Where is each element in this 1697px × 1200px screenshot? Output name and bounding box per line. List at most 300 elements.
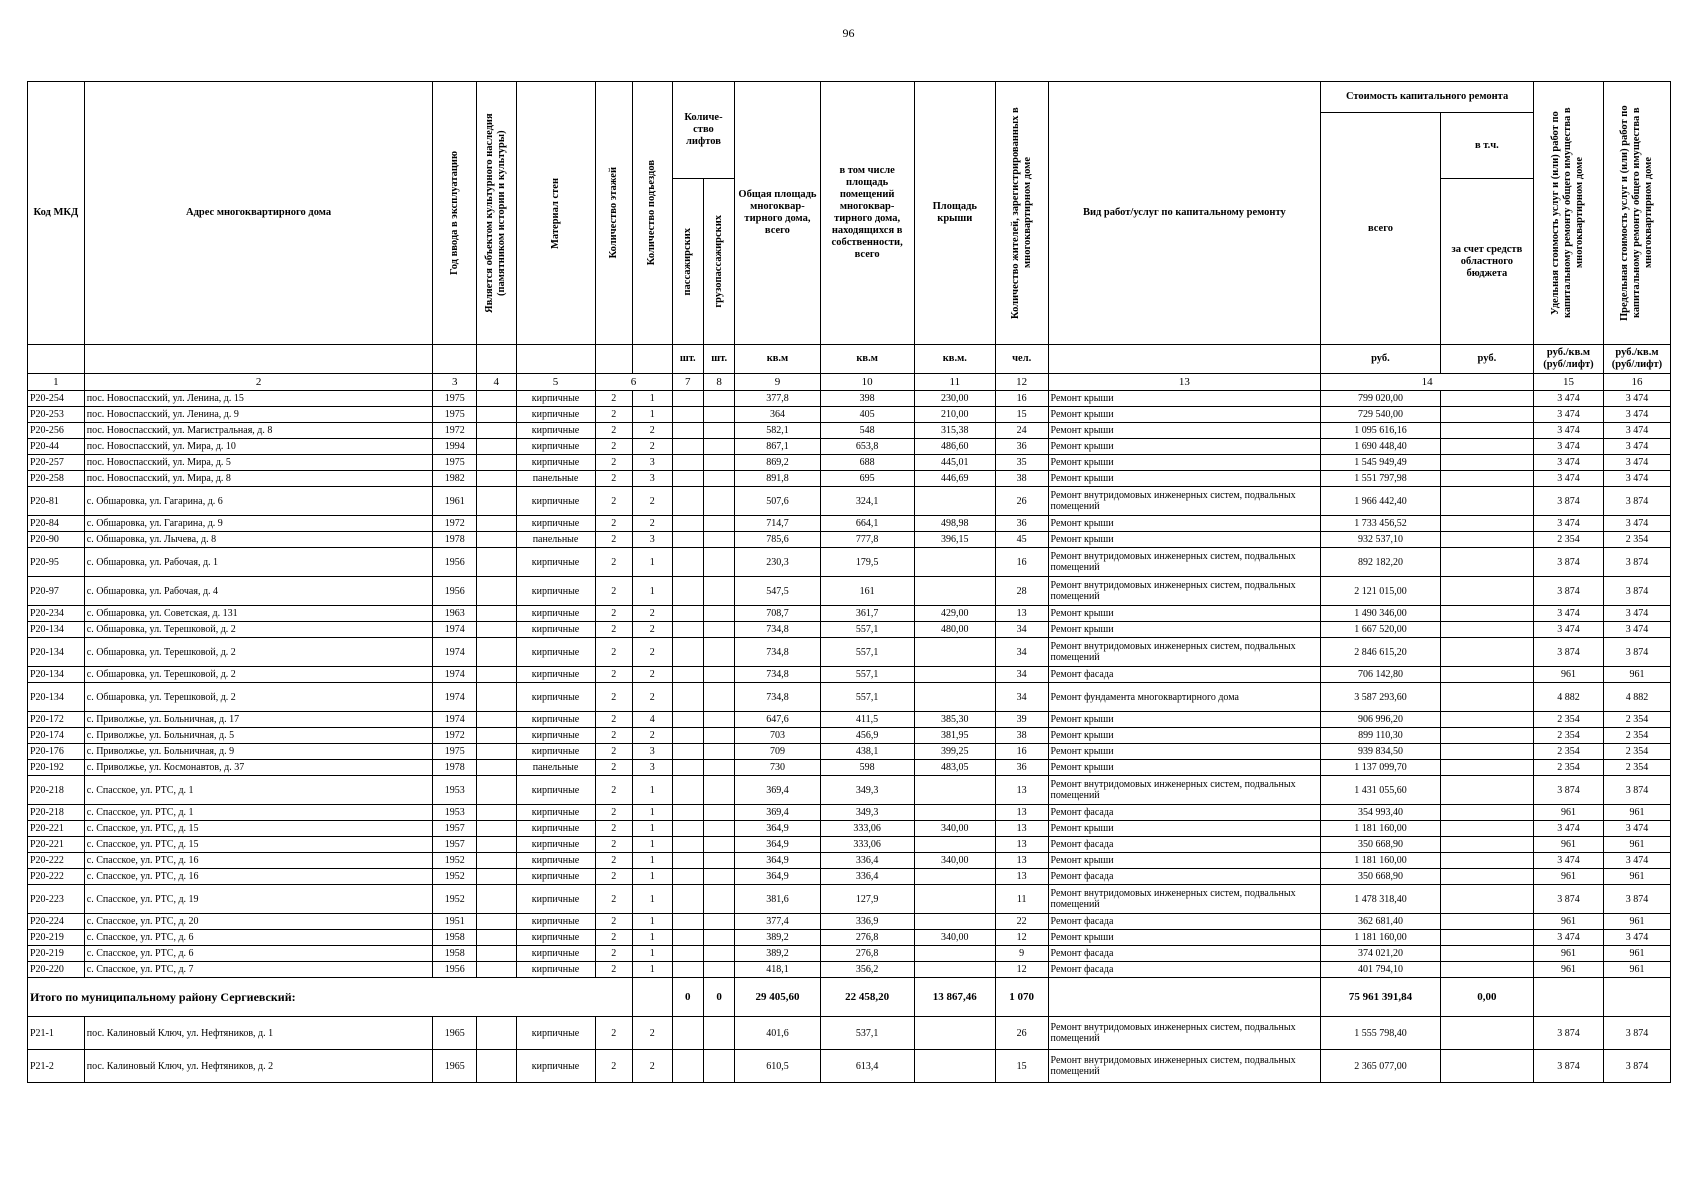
row-heritage [476,885,516,914]
row-heritage [476,728,516,744]
row-code: Р20-254 [28,391,85,407]
row-residents: 13 [995,805,1048,821]
row-heritage [476,821,516,837]
row-roof-area: 486,60 [914,439,995,455]
row-entrances: 2 [633,423,673,439]
unit-cell: кв.м [820,345,914,374]
row-cost-total: 1 431 055,60 [1321,776,1441,805]
row-lifts-pass [672,1017,703,1050]
row-code: Р20-253 [28,407,85,423]
data-rows-next-district [28,1017,1671,1083]
column-number: 6 [595,374,672,391]
row-residents: 15 [995,1050,1048,1083]
table-row [28,914,1671,930]
row-cost-regional [1440,712,1533,728]
table-row [28,622,1671,638]
column-number: 8 [703,374,734,391]
row-code: Р20-95 [28,548,85,577]
row-limit-cost: 3 474 [1603,439,1670,455]
row-wall-material: кирпичные [516,487,595,516]
header-cost-group: Стоимость капитального ремонта [1321,82,1534,113]
row-limit-cost: 3 874 [1603,548,1670,577]
row-area-total: 389,2 [735,930,820,946]
column-number: 9 [735,374,820,391]
row-work-type: Ремонт крыши [1048,744,1321,760]
row-residents: 34 [995,683,1048,712]
row-cost-total: 906 996,20 [1321,712,1441,728]
row-cost-total: 892 182,20 [1321,548,1441,577]
row-unit-cost: 2 354 [1534,760,1604,776]
row-lifts-pass [672,638,703,667]
row-area-owned: 688 [820,455,914,471]
header-cost-total: всего [1321,113,1441,345]
row-code: Р20-218 [28,805,85,821]
row-area-total: 582,1 [735,423,820,439]
row-roof-area [914,914,995,930]
row-area-owned: 336,4 [820,853,914,869]
row-roof-area: 498,98 [914,516,995,532]
row-unit-cost: 2 354 [1534,532,1604,548]
row-code: Р20-221 [28,837,85,853]
row-area-total: 647,6 [735,712,820,728]
total-owned: 22 458,20 [820,978,914,1017]
row-wall-material: кирпичные [516,776,595,805]
row-heritage [476,407,516,423]
row-residents: 9 [995,946,1048,962]
header-address: Адрес многоквартирного дома [84,82,433,345]
row-roof-area: 480,00 [914,622,995,638]
row-year: 1952 [433,885,477,914]
row-cost-total: 1 555 798,40 [1321,1017,1441,1050]
row-address: с. Приволжье, ул. Больничная, д. 5 [84,728,433,744]
row-address: с. Обшаровка, ул. Терешковой, д. 2 [84,683,433,712]
row-area-total: 369,4 [735,805,820,821]
total-lifts-cargo: 0 [703,978,734,1017]
row-lifts-cargo [703,712,734,728]
row-lifts-cargo [703,837,734,853]
row-year: 1952 [433,869,477,885]
row-wall-material: кирпичные [516,914,595,930]
header-area-total: Общая площадь многоквар-тирного дома, всего [735,82,820,345]
row-residents: 28 [995,577,1048,606]
column-number: 13 [1048,374,1321,391]
row-cost-regional [1440,1050,1533,1083]
row-floors: 2 [595,487,633,516]
row-unit-cost: 961 [1534,805,1604,821]
row-area-total: 703 [735,728,820,744]
table-row [28,471,1671,487]
row-unit-cost: 3 474 [1534,407,1604,423]
row-lifts-pass [672,683,703,712]
column-number: 12 [995,374,1048,391]
row-work-type: Ремонт фасада [1048,946,1321,962]
row-lifts-cargo [703,606,734,622]
column-number: 7 [672,374,703,391]
row-year: 1972 [433,516,477,532]
row-cost-regional [1440,760,1533,776]
row-work-type: Ремонт крыши [1048,516,1321,532]
row-roof-area: 446,69 [914,471,995,487]
row-area-owned: 356,2 [820,962,914,978]
row-work-type: Ремонт крыши [1048,423,1321,439]
row-cost-regional [1440,805,1533,821]
row-work-type: Ремонт фундамента многоквартирного дома [1048,683,1321,712]
row-area-owned: 456,9 [820,728,914,744]
row-lifts-pass [672,712,703,728]
row-year: 1952 [433,853,477,869]
row-address: пос. Новоспасский, ул. Ленина, д. 9 [84,407,433,423]
row-cost-total: 3 587 293,60 [1321,683,1441,712]
row-limit-cost: 3 474 [1603,821,1670,837]
row-lifts-pass [672,837,703,853]
row-address: с. Обшаровка, ул. Гагарина, д. 9 [84,516,433,532]
row-residents: 26 [995,1017,1048,1050]
row-unit-cost: 3 474 [1534,622,1604,638]
row-limit-cost: 3 874 [1603,885,1670,914]
row-lifts-cargo [703,471,734,487]
header-cost-incl: в т.ч. [1440,113,1533,179]
row-code: Р20-218 [28,776,85,805]
row-floors: 2 [595,885,633,914]
row-unit-cost: 961 [1534,869,1604,885]
row-work-type: Ремонт крыши [1048,712,1321,728]
row-cost-regional [1440,667,1533,683]
unit-cell: чел. [995,345,1048,374]
header-lifts: Количе-ство лифтов [672,82,735,179]
units-row [28,345,1671,374]
row-cost-regional [1440,516,1533,532]
row-code: Р20-222 [28,869,85,885]
row-heritage [476,869,516,885]
row-year: 1961 [433,487,477,516]
row-year: 1965 [433,1050,477,1083]
row-cost-total: 354 993,40 [1321,805,1441,821]
row-roof-area: 385,30 [914,712,995,728]
row-residents: 13 [995,869,1048,885]
row-address: с. Обшаровка, ул. Терешковой, д. 2 [84,638,433,667]
row-limit-cost: 3 474 [1603,455,1670,471]
row-limit-cost: 961 [1603,805,1670,821]
unit-cell: руб./кв.м (руб/лифт) [1534,345,1604,374]
row-limit-cost: 3 474 [1603,930,1670,946]
header-limit-cost: Предельная стоимость услуг и (или) работ по капитальному ремонту общего имущества в многоквартирном доме [1618,105,1654,321]
row-entrances: 2 [633,439,673,455]
row-area-total: 610,5 [735,1050,820,1083]
table-row [28,885,1671,914]
row-wall-material: кирпичные [516,391,595,407]
row-cost-regional [1440,728,1533,744]
row-floors: 2 [595,1017,633,1050]
row-wall-material: кирпичные [516,638,595,667]
row-floors: 2 [595,869,633,885]
row-area-total: 734,8 [735,638,820,667]
row-heritage [476,532,516,548]
row-unit-cost: 961 [1534,962,1604,978]
row-residents: 15 [995,407,1048,423]
row-cost-regional [1440,638,1533,667]
column-number: 1 [28,374,85,391]
row-floors: 2 [595,606,633,622]
row-year: 1975 [433,455,477,471]
row-roof-area [914,869,995,885]
column-number: 3 [433,374,477,391]
row-heritage [476,1050,516,1083]
header-roof-area: Площадь крыши [914,82,995,345]
row-code: Р20-97 [28,577,85,606]
row-cost-total: 1 137 099,70 [1321,760,1441,776]
row-floors: 2 [595,638,633,667]
row-cost-total: 1 490 346,00 [1321,606,1441,622]
row-lifts-cargo [703,853,734,869]
row-wall-material: кирпичные [516,962,595,978]
row-heritage [476,683,516,712]
row-residents: 38 [995,471,1048,487]
row-year: 1975 [433,391,477,407]
row-residents: 16 [995,744,1048,760]
row-limit-cost: 3 874 [1603,487,1670,516]
row-lifts-pass [672,407,703,423]
row-wall-material: кирпичные [516,853,595,869]
row-work-type: Ремонт крыши [1048,455,1321,471]
row-code: Р20-221 [28,821,85,837]
row-cost-regional [1440,914,1533,930]
table-row [28,1017,1671,1050]
row-lifts-pass [672,805,703,821]
row-entrances: 1 [633,869,673,885]
row-area-total: 364,9 [735,821,820,837]
table-row [28,423,1671,439]
table-row [28,869,1671,885]
row-limit-cost: 961 [1603,946,1670,962]
row-area-total: 867,1 [735,439,820,455]
row-cost-regional [1440,407,1533,423]
table-row [28,548,1671,577]
row-entrances: 1 [633,853,673,869]
row-year: 1974 [433,638,477,667]
row-lifts-pass [672,391,703,407]
row-lifts-pass [672,760,703,776]
row-roof-area [914,962,995,978]
row-area-total: 708,7 [735,606,820,622]
row-area-owned: 324,1 [820,487,914,516]
row-year: 1972 [433,728,477,744]
row-cost-total: 350 668,90 [1321,869,1441,885]
row-limit-cost: 3 474 [1603,471,1670,487]
row-area-owned: 333,06 [820,837,914,853]
row-lifts-cargo [703,548,734,577]
row-code: Р20-174 [28,728,85,744]
row-unit-cost: 2 354 [1534,712,1604,728]
row-residents: 35 [995,455,1048,471]
row-code: Р20-220 [28,962,85,978]
row-lifts-cargo [703,516,734,532]
row-cost-regional [1440,821,1533,837]
table-body [28,345,1671,391]
row-work-type: Ремонт крыши [1048,606,1321,622]
row-area-owned: 161 [820,577,914,606]
row-address: с. Приволжье, ул. Больничная, д. 17 [84,712,433,728]
row-address: с. Спасское, ул. РТС, д. 15 [84,837,433,853]
row-floors: 2 [595,821,633,837]
row-wall-material: кирпичные [516,821,595,837]
row-cost-regional [1440,885,1533,914]
row-code: Р20-257 [28,455,85,471]
row-entrances: 3 [633,471,673,487]
column-number: 14 [1321,374,1534,391]
row-unit-cost: 3 474 [1534,471,1604,487]
row-entrances: 2 [633,728,673,744]
row-lifts-pass [672,946,703,962]
header-year: Год ввода в эксплуатацию [448,150,460,276]
row-lifts-cargo [703,577,734,606]
row-lifts-cargo [703,487,734,516]
row-entrances: 2 [633,1050,673,1083]
row-limit-cost: 961 [1603,914,1670,930]
row-lifts-pass [672,776,703,805]
row-lifts-pass [672,423,703,439]
row-roof-area [914,1017,995,1050]
row-year: 1956 [433,548,477,577]
row-address: с. Спасское, ул. РТС, д. 19 [84,885,433,914]
row-wall-material: кирпичные [516,1050,595,1083]
row-year: 1965 [433,1017,477,1050]
row-area-total: 364,9 [735,853,820,869]
row-lifts-cargo [703,407,734,423]
total-regional: 0,00 [1440,978,1533,1017]
row-address: с. Обшаровка, ул. Рабочая, д. 1 [84,548,433,577]
total-row [28,978,1671,1017]
row-lifts-pass [672,869,703,885]
row-address: с. Приволжье, ул. Космонавтов, д. 37 [84,760,433,776]
row-wall-material: панельные [516,760,595,776]
row-lifts-cargo [703,532,734,548]
row-residents: 13 [995,821,1048,837]
row-floors: 2 [595,391,633,407]
row-work-type: Ремонт крыши [1048,930,1321,946]
row-address: с. Спасское, ул. РТС, д. 16 [84,853,433,869]
row-heritage [476,930,516,946]
row-lifts-pass [672,439,703,455]
row-residents: 12 [995,930,1048,946]
row-area-owned: 557,1 [820,622,914,638]
unit-cell: шт. [703,345,734,374]
row-residents: 36 [995,516,1048,532]
row-area-owned: 548 [820,423,914,439]
row-floors: 2 [595,776,633,805]
total-cost: 75 961 391,84 [1321,978,1441,1017]
row-address: с. Обшаровка, ул. Терешковой, д. 2 [84,667,433,683]
row-lifts-pass [672,548,703,577]
row-entrances: 1 [633,821,673,837]
row-floors: 2 [595,962,633,978]
row-year: 1974 [433,683,477,712]
row-cost-regional [1440,962,1533,978]
row-heritage [476,805,516,821]
row-wall-material: кирпичные [516,683,595,712]
row-entrances: 2 [633,638,673,667]
row-area-total: 230,3 [735,548,820,577]
row-area-total: 714,7 [735,516,820,532]
table-row [28,606,1671,622]
header-unit-cost: Удельная стоимость услуг и (или) работ по капитальному ремонту общего имущества в многоквартирном доме [1550,107,1586,319]
row-code: Р20-219 [28,930,85,946]
row-limit-cost: 3 474 [1603,423,1670,439]
table-row [28,760,1671,776]
row-address: с. Обшаровка, ул. Лычева, д. 8 [84,532,433,548]
table-row [28,930,1671,946]
row-lifts-pass [672,1050,703,1083]
row-area-owned: 336,9 [820,914,914,930]
row-entrances: 3 [633,532,673,548]
row-unit-cost: 3 874 [1534,1017,1604,1050]
row-entrances: 3 [633,455,673,471]
row-cost-total: 1 545 949,49 [1321,455,1441,471]
row-unit-cost: 3 874 [1534,776,1604,805]
header-area-owned: в том числе площадь помещений многоквар-тирного дома, находящихся в собственности, всего [820,82,914,345]
row-roof-area [914,946,995,962]
row-lifts-pass [672,471,703,487]
row-cost-total: 1 095 616,16 [1321,423,1441,439]
row-residents: 24 [995,423,1048,439]
row-limit-cost: 3 474 [1603,606,1670,622]
row-area-owned: 349,3 [820,776,914,805]
row-residents: 38 [995,728,1048,744]
row-area-total: 364,9 [735,869,820,885]
row-limit-cost: 2 354 [1603,712,1670,728]
row-year: 1974 [433,667,477,683]
table-row [28,853,1671,869]
row-code: Р20-223 [28,885,85,914]
row-limit-cost: 3 474 [1603,391,1670,407]
row-work-type: Ремонт крыши [1048,760,1321,776]
row-wall-material: кирпичные [516,837,595,853]
row-unit-cost: 3 874 [1534,1050,1604,1083]
row-address: с. Спасское, ул. РТС, д. 1 [84,776,433,805]
row-entrances: 2 [633,622,673,638]
row-heritage [476,577,516,606]
row-area-owned: 557,1 [820,667,914,683]
row-area-total: 730 [735,760,820,776]
row-area-owned: 557,1 [820,638,914,667]
row-unit-cost: 961 [1534,946,1604,962]
row-roof-area: 340,00 [914,930,995,946]
row-wall-material: кирпичные [516,439,595,455]
row-work-type: Ремонт фасада [1048,805,1321,821]
row-limit-cost: 3 874 [1603,577,1670,606]
row-year: 1972 [433,423,477,439]
row-lifts-cargo [703,455,734,471]
row-year: 1975 [433,744,477,760]
row-area-owned: 361,7 [820,606,914,622]
row-lifts-cargo [703,930,734,946]
row-cost-total: 2 846 615,20 [1321,638,1441,667]
row-floors: 2 [595,1050,633,1083]
row-lifts-pass [672,487,703,516]
row-lifts-pass [672,606,703,622]
row-year: 1963 [433,606,477,622]
row-unit-cost: 3 874 [1534,638,1604,667]
row-lifts-cargo [703,885,734,914]
unit-cell: кв.м. [914,345,995,374]
row-floors: 2 [595,837,633,853]
row-heritage [476,606,516,622]
row-cost-total: 1 181 160,00 [1321,821,1441,837]
row-limit-cost: 961 [1603,869,1670,885]
row-lifts-cargo [703,946,734,962]
table-row [28,1050,1671,1083]
row-floors: 2 [595,532,633,548]
row-wall-material: кирпичные [516,577,595,606]
